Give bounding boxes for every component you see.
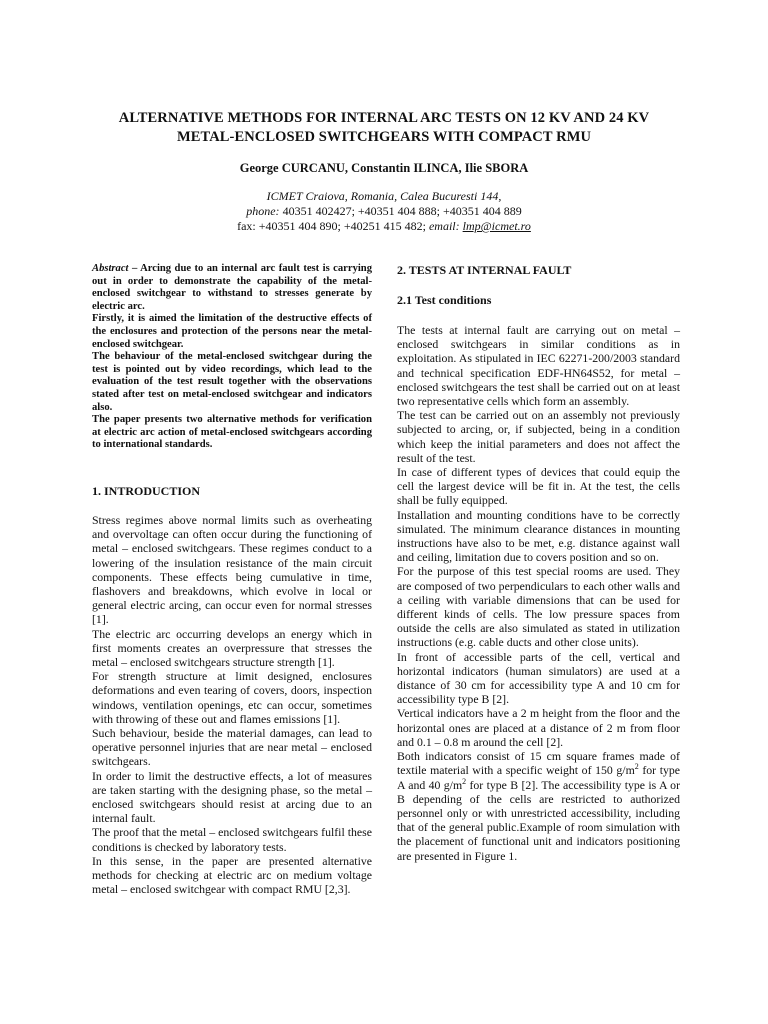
abstract-paragraph-1: Abstract – Arcing due to an internal arc fault test is carrying out in order to demonstrate the capability of the metal-enclosed switchgear to withstand to stresses generate by electric arc. bbox=[92, 263, 372, 312]
right-column bbox=[397, 263, 680, 863]
author-list: George CURCANU, Constantin ILINCA, Ilie SBORA bbox=[239, 161, 529, 175]
section-2-paragraph-5: For the purpose of this test special rooms are used. They are composed of two perpendiculars to each other walls and a ceiling with variable dimensions that can be used for different kinds of cells. The low pressure spaces from outside the cells are also simulated as stated in utilization instructions (e.g. cable ducts and other close units). bbox=[397, 564, 680, 650]
affiliation-address: ICMET Craiova, Romania, Calea Bucuresti 144, bbox=[266, 189, 502, 203]
section-2-paragraph-6: In front of accessible parts of the cell, vertical and horizontal indicators (human simulators) are used at a distance of 30 cm for accessibility type A and 10 cm for accessibility type B [2]. bbox=[397, 649, 680, 707]
affiliation-block bbox=[60, 189, 708, 234]
affiliation-fax-email bbox=[60, 219, 708, 234]
email-link[interactable]: lmp@icmet.ro bbox=[462, 219, 531, 233]
paper-title bbox=[60, 109, 708, 147]
fax-values: fax: +40351 404 890; +40251 415 482; bbox=[237, 219, 429, 233]
section-2-heading: 2. TESTS AT INTERNAL FAULT bbox=[397, 263, 572, 277]
affiliation-phone bbox=[60, 204, 708, 219]
abstract-paragraph-3: The behaviour of the metal-enclosed switchgear during the test is pointed out by video recordings, which lead to the evaluation of the test result together with the observations stated after test on metal-enclosed switchgear and indicators also. bbox=[92, 351, 372, 413]
introduction-paragraph-1: Stress regimes above normal limits such as overheating and overvoltage can often occur during the functioning of metal – enclosed switchgears. These regimes conduct to a lowering of the insulation resistance of the main circuit components. These effects being cumulative in time, flashovers and breakdowns, which evolve in local or general electric arcing, can occur even for normal stresses [1]. bbox=[92, 512, 372, 627]
section-2-1-subheading: 2.1 Test conditions bbox=[397, 293, 492, 307]
abstract-label: Abstract bbox=[92, 263, 129, 274]
abstract-paragraph-4: The paper presents two alternative methods for verification at electric arc action of metal-enclosed switchgears according to international standards. bbox=[92, 414, 372, 451]
section-2-paragraph-7: Vertical indicators have a 2 m height from the floor and the horizontal ones are placed at a distance of 2 m from floor and 0.1 – 0.8 m around the cell [2]. bbox=[397, 706, 680, 749]
phone-label: phone: bbox=[246, 204, 280, 218]
introduction-paragraph-2: The electric arc occurring develops an energy which in first moments creates an overpressure that stresses the metal – enclosed switchgears structure strength [1]. bbox=[92, 626, 372, 669]
introduction-paragraph-7: In this sense, in the paper are presented alternative methods for checking at electric arc on medium voltage metal – enclosed switchgear with compact RMU [2,3]. bbox=[92, 853, 372, 897]
abstract-paragraph-2: Firstly, it is aimed the limitation of the destructive effects of the enclosures and protection of the persons near the metal-enclosed switchgear. bbox=[92, 313, 372, 350]
introduction-paragraph-3: For strength structure at limit designed, enclosures deformations and even tearing of covers, doors, inspection windows, ventilation openings, etc can occur, sometimes with throwing of these out and flames emissions [1]. bbox=[92, 669, 372, 726]
title-line-2: METAL-ENCLOSED SWITCHGEARS WITH COMPACT RMU bbox=[176, 129, 592, 145]
phone-values: 40351 402427; +40351 404 888; +40351 404 889 bbox=[279, 204, 522, 218]
section-2-paragraph-1: The tests at internal fault are carrying out on metal – enclosed switchgears in similar conditions as in exploitation. As stipulated in IEC 62271-200/2003 standard and technical specification EDF-HN64S52, for metal – enclosed switchgears the test shall be carried out on at least two representative cells which form an assembly. bbox=[397, 323, 680, 409]
section-2-paragraph-8: Both indicators consist of 15 cm square frames made of textile material with a specific weight of 150 $g/m^2$ for type A and 40 $g/m^2$ for type B [2]. The accessibility type is A or B depending of the cells are restricted to authorized personnel only or with unrestricted accessibility, including that of the general public.Example of room simulation with the placement of functional unit and indicators positioning are presented in Figure 1. bbox=[397, 749, 681, 863]
introduction-paragraph-4: Such behaviour, beside the material damages, can lead to operative personnel injuries that are near metal – enclosed switchgears. bbox=[92, 725, 372, 769]
email-label: email: bbox=[428, 219, 463, 233]
section-2-paragraph-3: In case of different types of devices that could equip the cell the largest device will be fit in. At the test, the cells shall be fully equipped. bbox=[397, 465, 680, 508]
abstract bbox=[92, 263, 372, 452]
introduction-paragraph-6: The proof that the metal – enclosed switchgears fulfil these conditions is checked by laboratory tests. bbox=[92, 825, 372, 854]
left-column bbox=[92, 263, 372, 896]
introduction-paragraph-5: In order to limit the destructive effects, a lot of measures are taken starting with the designing phase, so the metal – enclosed switchgears should resist at arcing due to an internal fault. bbox=[92, 768, 372, 826]
section-2-paragraph-2: The test can be carried out on an assembly not previously subjected to arcing, or, if subjected, being in a condition which keep the initial parameters and does not affect the result of the test. bbox=[397, 408, 680, 465]
introduction-heading: 1. INTRODUCTION bbox=[92, 483, 201, 498]
title-line-1: ALTERNATIVE METHODS FOR INTERNAL ARC TESTS ON 12 KV AND 24 KV bbox=[118, 110, 650, 126]
section-2-paragraph-4: Installation and mounting conditions have to be correctly simulated. The minimum clearance distances in mounting instructions have also to be met, e.g. distance against wall and ceiling, limitation due to covers position and so on. bbox=[397, 507, 680, 565]
